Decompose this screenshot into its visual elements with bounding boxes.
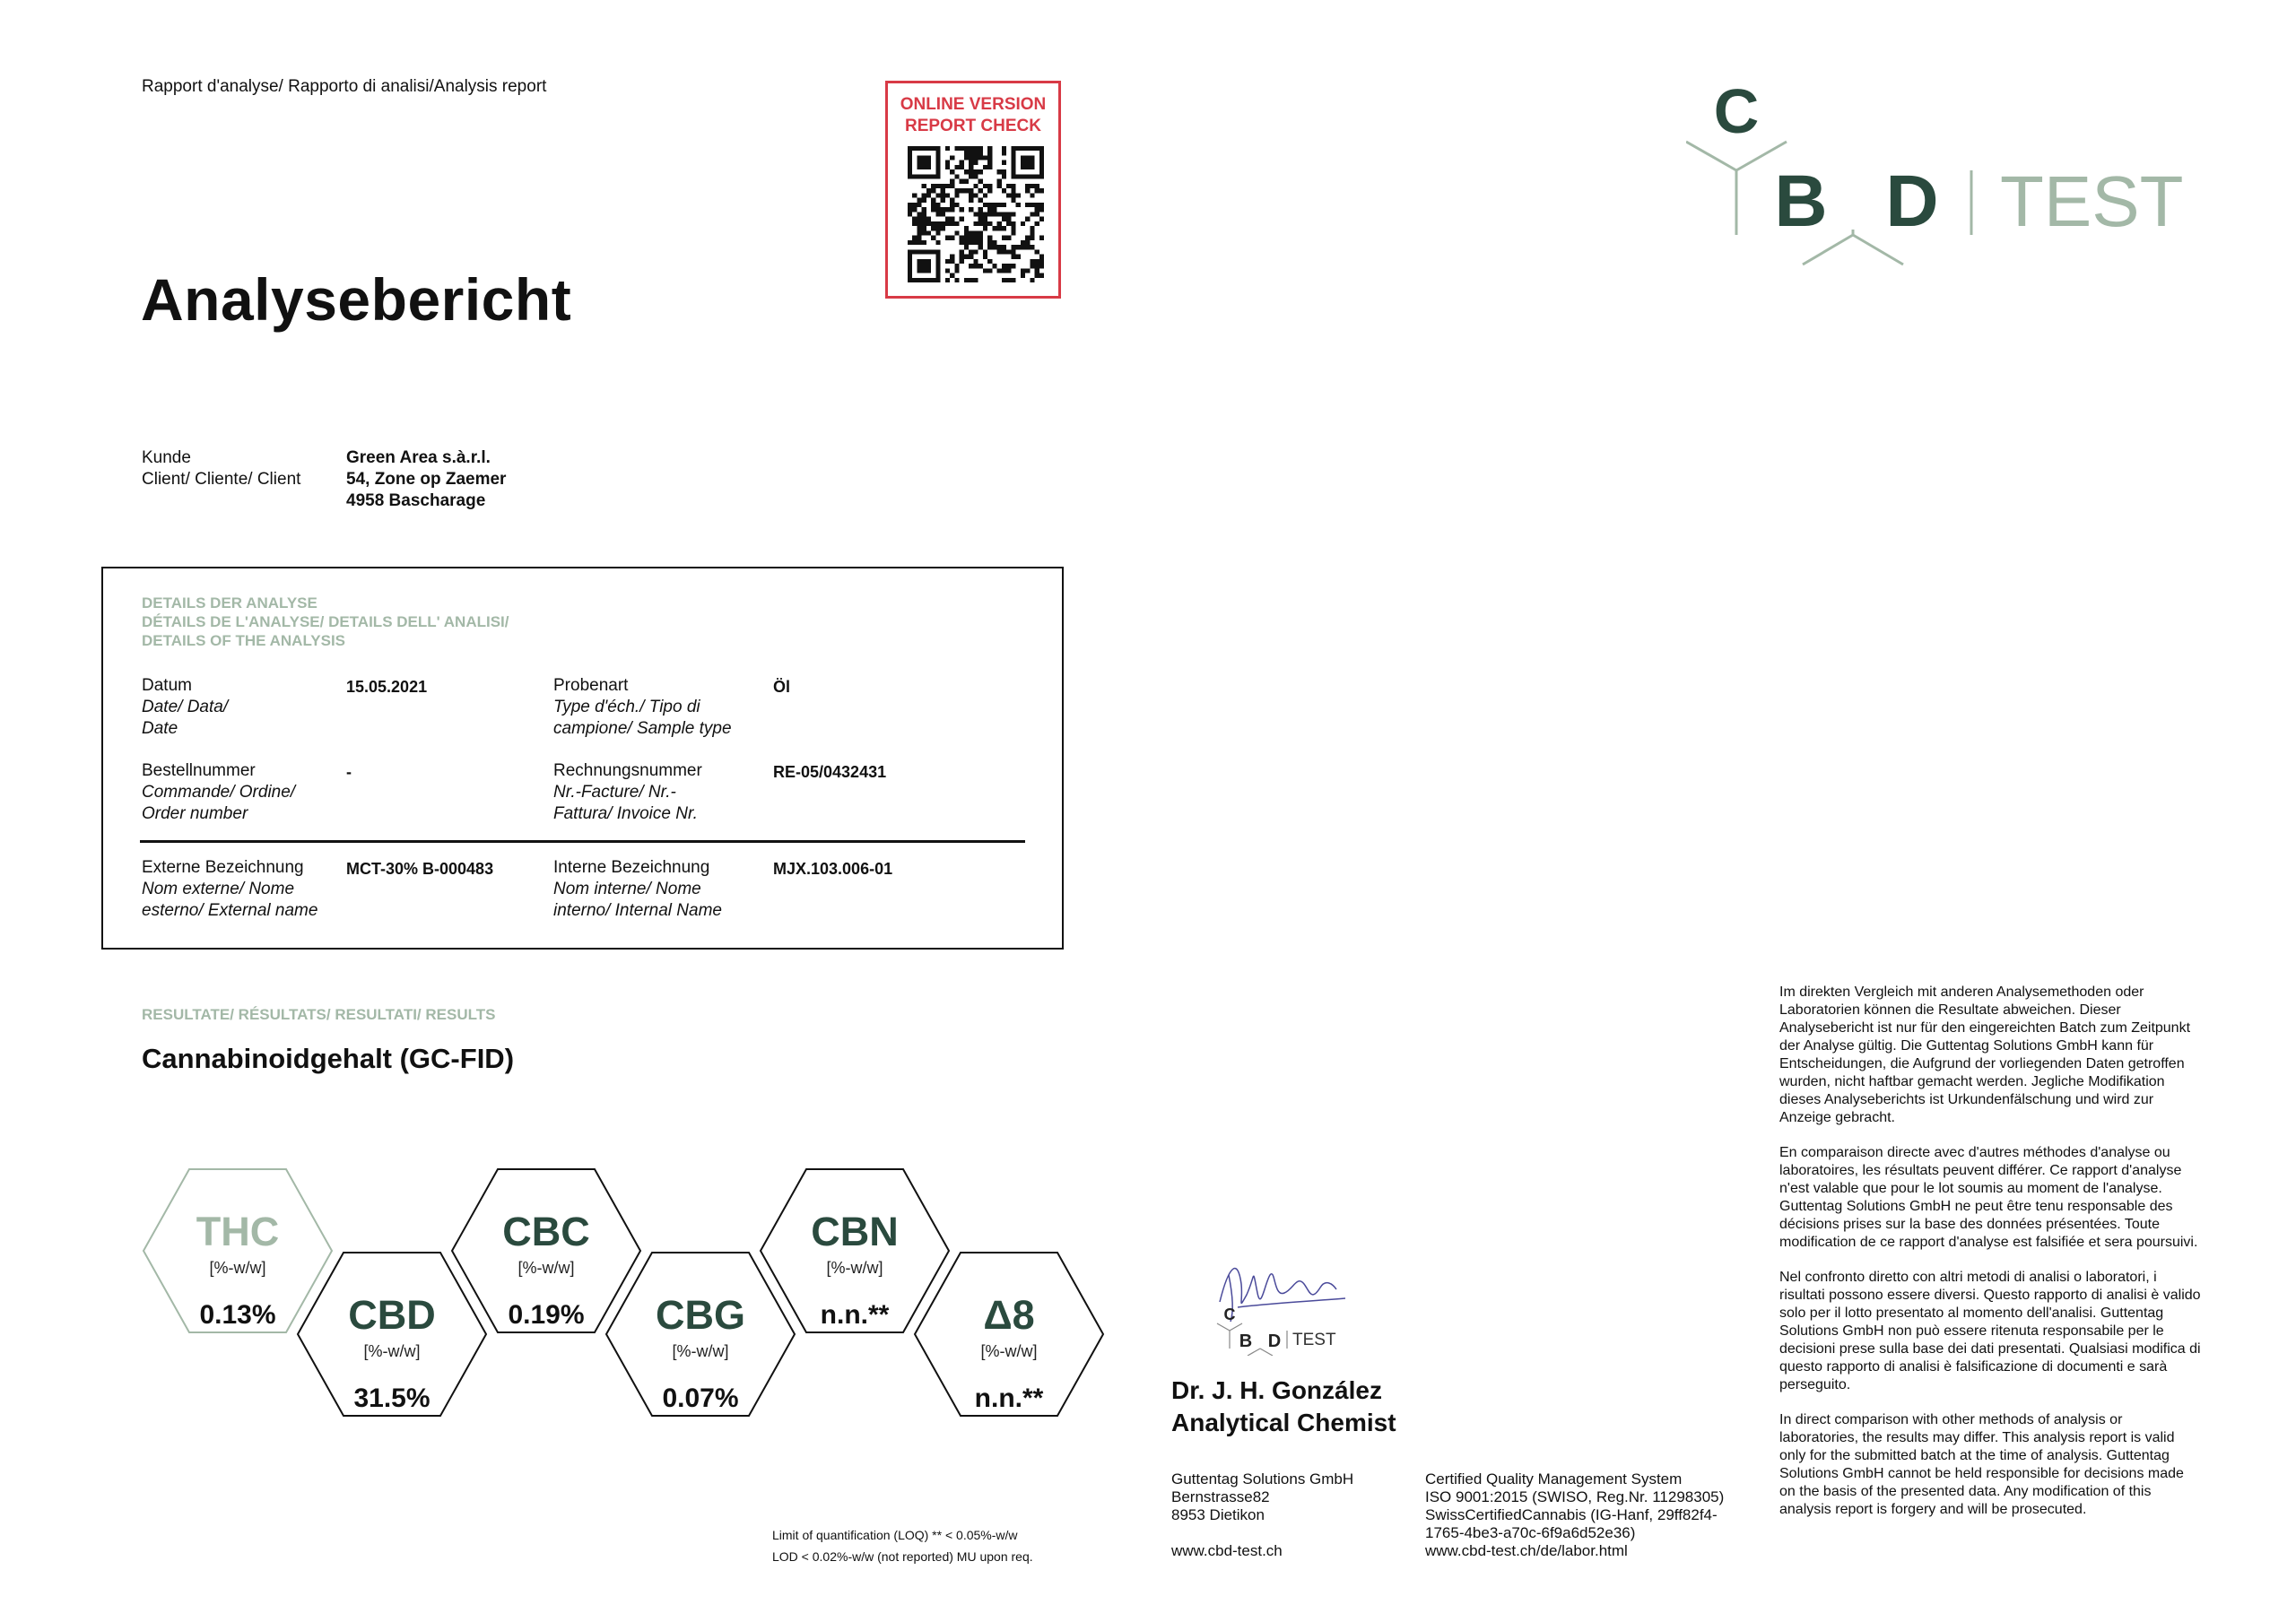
signer-name: Dr. J. H. González (1171, 1376, 1382, 1404)
external-name-label-sub2: esterno/ External name (142, 901, 318, 920)
certification-line4: 1765-4be3-a70c-6f9a6d52e36) (1425, 1524, 1636, 1541)
logo-word-test: TEST (2000, 161, 2184, 241)
signature-logo-word: TEST (1292, 1331, 1336, 1349)
date-label (142, 675, 228, 740)
sample-type-label (553, 675, 732, 740)
sample-type-value: Öl (773, 678, 791, 696)
certification-line2: ISO 9001:2015 (SWISO, Reg.Nr. 11298305) (1425, 1488, 1725, 1505)
external-name-value: MCT-30% B-000483 (346, 860, 494, 878)
cannabinoid-unit: [%-w/w] (672, 1342, 729, 1360)
results-title: Cannabinoidgehalt (GC-FID) (142, 1043, 515, 1074)
date-label-sub2: Date (142, 719, 178, 738)
logo-letter-c: C (1713, 76, 1760, 146)
invoice-label-sub1: Nr.-Facture/ Nr.- (553, 783, 676, 802)
invoice-label-de: Rechnungsnummer (553, 761, 702, 780)
internal-name-value: MJX.103.006-01 (773, 860, 893, 878)
sample-type-label-de: Probenart (553, 676, 629, 695)
page-title: Analysebericht (141, 266, 572, 333)
client-address (346, 447, 506, 512)
internal-name-label-de: Interne Bezeichnung (553, 858, 710, 877)
client-street: 54, Zone op Zaemer (346, 470, 507, 489)
client-name: Green Area s.à.r.l. (346, 448, 491, 467)
order-label-de: Bestellnummer (142, 761, 256, 780)
external-name-label (142, 857, 317, 922)
date-value: 15.05.2021 (346, 678, 428, 696)
company-website-link[interactable]: www.cbd-test.ch (1171, 1542, 1283, 1559)
disclaimer-fr: En comparaison directe avec d'autres méthodes d'analyse ou laboratoires, les résultats peuvent différer. Ce rapport d'analyse n'est valable que pour le lot soumis au moment de l'analyse. Guttentag Solutions GmbH ne peut être tenu responsable des décisions prises sur la base des données présentées. Toute modification de ce rapport d'analyse est falsifiée et sera poursuivi. (1779, 1145, 2198, 1250)
details-heading-line3: DETAILS OF THE ANALYSIS (142, 632, 346, 649)
external-name-label-de: Externe Bezeichnung (142, 858, 304, 877)
report-caption: Rapport d'analyse/ Rapporto di analisi/Analysis report (142, 77, 547, 96)
disclaimer-it: Nel confronto diretto con altri metodi di analisi o laboratori, i risultati possono essere diversi. Questo rapporto di analisi è valido solo per il lotto presentato al momento dell'analisi. Guttentag Solutions GmbH non può essere ritenuta responsabile per le decisioni prese sulla base dei dati presentati. Qualsiasi modifica di questo rapporto di analisi è falsificazione di documenti e sarà perseguito. (1779, 1270, 2201, 1392)
sample-type-label-sub2: campione/ Sample type (553, 719, 732, 738)
order-label (142, 760, 295, 825)
company-name: Guttentag Solutions GmbH (1171, 1470, 1354, 1488)
online-report-check[interactable] (885, 81, 1061, 299)
loq-footnote-line1: Limit of quantification (LOQ) ** < 0.05%-w/w (772, 1528, 1018, 1542)
cannabinoid-value: n.n.** (974, 1383, 1044, 1413)
signature-logo-c: C (1223, 1305, 1236, 1323)
invoice-value: RE-05/0432431 (773, 763, 887, 781)
cannabinoid-value: 31.5% (353, 1383, 430, 1413)
company-city: 8953 Dietikon (1171, 1506, 1265, 1523)
cannabinoid-value: 0.07% (662, 1383, 739, 1413)
cannabinoid-name: CBN (811, 1209, 899, 1254)
cannabinoid-value: n.n.** (820, 1300, 890, 1330)
external-name-label-sub1: Nom externe/ Nome (142, 880, 295, 898)
disclaimer (1779, 984, 2201, 1536)
order-value: - (346, 763, 352, 781)
signer (1171, 1375, 1396, 1439)
client-label-de: Kunde (142, 448, 191, 467)
cannabinoid-hex-delta8 (913, 1251, 1105, 1418)
certification-line1: Certified Quality Management System (1425, 1470, 1683, 1488)
qr-label-line2: REPORT CHECK (904, 117, 1041, 135)
lab-website-link[interactable]: www.cbd-test.ch/de/labor.html (1425, 1542, 1628, 1559)
internal-name-label-sub2: interno/ Internal Name (553, 901, 722, 920)
qr-code-icon[interactable] (908, 146, 1044, 282)
cannabinoid-value: 0.19% (508, 1300, 585, 1330)
company-street: Bernstrasse82 (1171, 1488, 1270, 1505)
client-city: 4958 Bascharage (346, 491, 486, 510)
details-heading-line1: DETAILS DER ANALYSE (142, 594, 317, 612)
signature-stamp-logo (1215, 1302, 1350, 1356)
company-address (1171, 1470, 1353, 1560)
order-label-sub1: Commande/ Ordine/ (142, 783, 296, 802)
internal-name-label (553, 857, 722, 922)
signature-logo-b: B (1239, 1331, 1253, 1351)
cannabinoid-unit: [%-w/w] (363, 1342, 421, 1360)
sample-type-label-sub1: Type d'éch./ Tipo di (553, 698, 700, 716)
client-label (142, 447, 300, 490)
cannabinoid-name: CBG (656, 1292, 745, 1338)
results-heading: RESULTATE/ RÉSULTATS/ RESULTATI/ RESULTS (142, 1006, 496, 1023)
qr-label (888, 94, 1058, 137)
date-label-de: Datum (142, 676, 192, 695)
loq-footnote-line2: LOD < 0.02%-w/w (not reported) MU upon req. (772, 1549, 1033, 1564)
cannabinoid-name: Δ8 (983, 1292, 1035, 1338)
details-divider (140, 840, 1025, 843)
logo-letter-b: B (1774, 160, 1828, 242)
signer-role: Analytical Chemist (1171, 1409, 1396, 1436)
internal-name-label-sub1: Nom interne/ Nome (553, 880, 701, 898)
logo-letter-d: D (1885, 160, 1939, 242)
cannabinoid-name: CBC (502, 1209, 590, 1254)
invoice-label-sub2: Fattura/ Invoice Nr. (553, 804, 698, 823)
order-label-sub2: Order number (142, 804, 248, 823)
loq-footnote (772, 1524, 1033, 1567)
signature-logo-d: D (1267, 1331, 1282, 1351)
cannabinoid-value: 0.13% (199, 1300, 276, 1330)
cannabinoid-unit: [%-w/w] (826, 1259, 883, 1277)
cannabinoid-unit: [%-w/w] (209, 1259, 266, 1277)
client-label-multi: Client/ Cliente/ Client (142, 470, 301, 489)
cbd-test-logo (1686, 72, 2188, 278)
date-label-sub1: Date/ Data/ (142, 698, 229, 716)
disclaimer-en: In direct comparison with other methods of analysis or laboratories, the results may differ. This analysis report is valid only for the submitted batch at the time of analysis. Guttentag Solutions GmbH cannot be held responsible for decisions made on the basis of the presented data. Any modification of this analysis report is forgery and will be prosecuted. (1779, 1412, 2184, 1517)
certification-info (1425, 1470, 1766, 1560)
certification-line3: SwissCertifiedCannabis (IG-Hanf, 29ff82f4- (1425, 1506, 1718, 1523)
cannabinoid-name: CBD (348, 1292, 436, 1338)
cannabinoid-unit: [%-w/w] (980, 1342, 1038, 1360)
qr-label-line1: ONLINE VERSION (900, 95, 1047, 114)
invoice-label (553, 760, 702, 825)
cannabinoid-unit: [%-w/w] (517, 1259, 575, 1277)
disclaimer-de: Im direkten Vergleich mit anderen Analysemethoden oder Laboratorien können die Resultate abweichen. Dieser Analysebericht ist nur für den eingereichten Batch zum Zeitpunkt der Analyse gültig. Die Guttentag Solutions GmbH kann für Entscheidungen, die Aufgrund der vorliegenden Daten getroffen wurden, nicht haftbar gemacht werden. Jegliche Modifikation dieses Analyseberichts ist Urkundenfälschung und wird zur Anzeige gebracht. (1779, 984, 2191, 1125)
details-heading (142, 594, 509, 650)
details-heading-line2: DÉTAILS DE L'ANALYSE/ DETAILS DELL' ANALISI/ (142, 613, 509, 630)
cannabinoid-name: THC (196, 1209, 280, 1254)
